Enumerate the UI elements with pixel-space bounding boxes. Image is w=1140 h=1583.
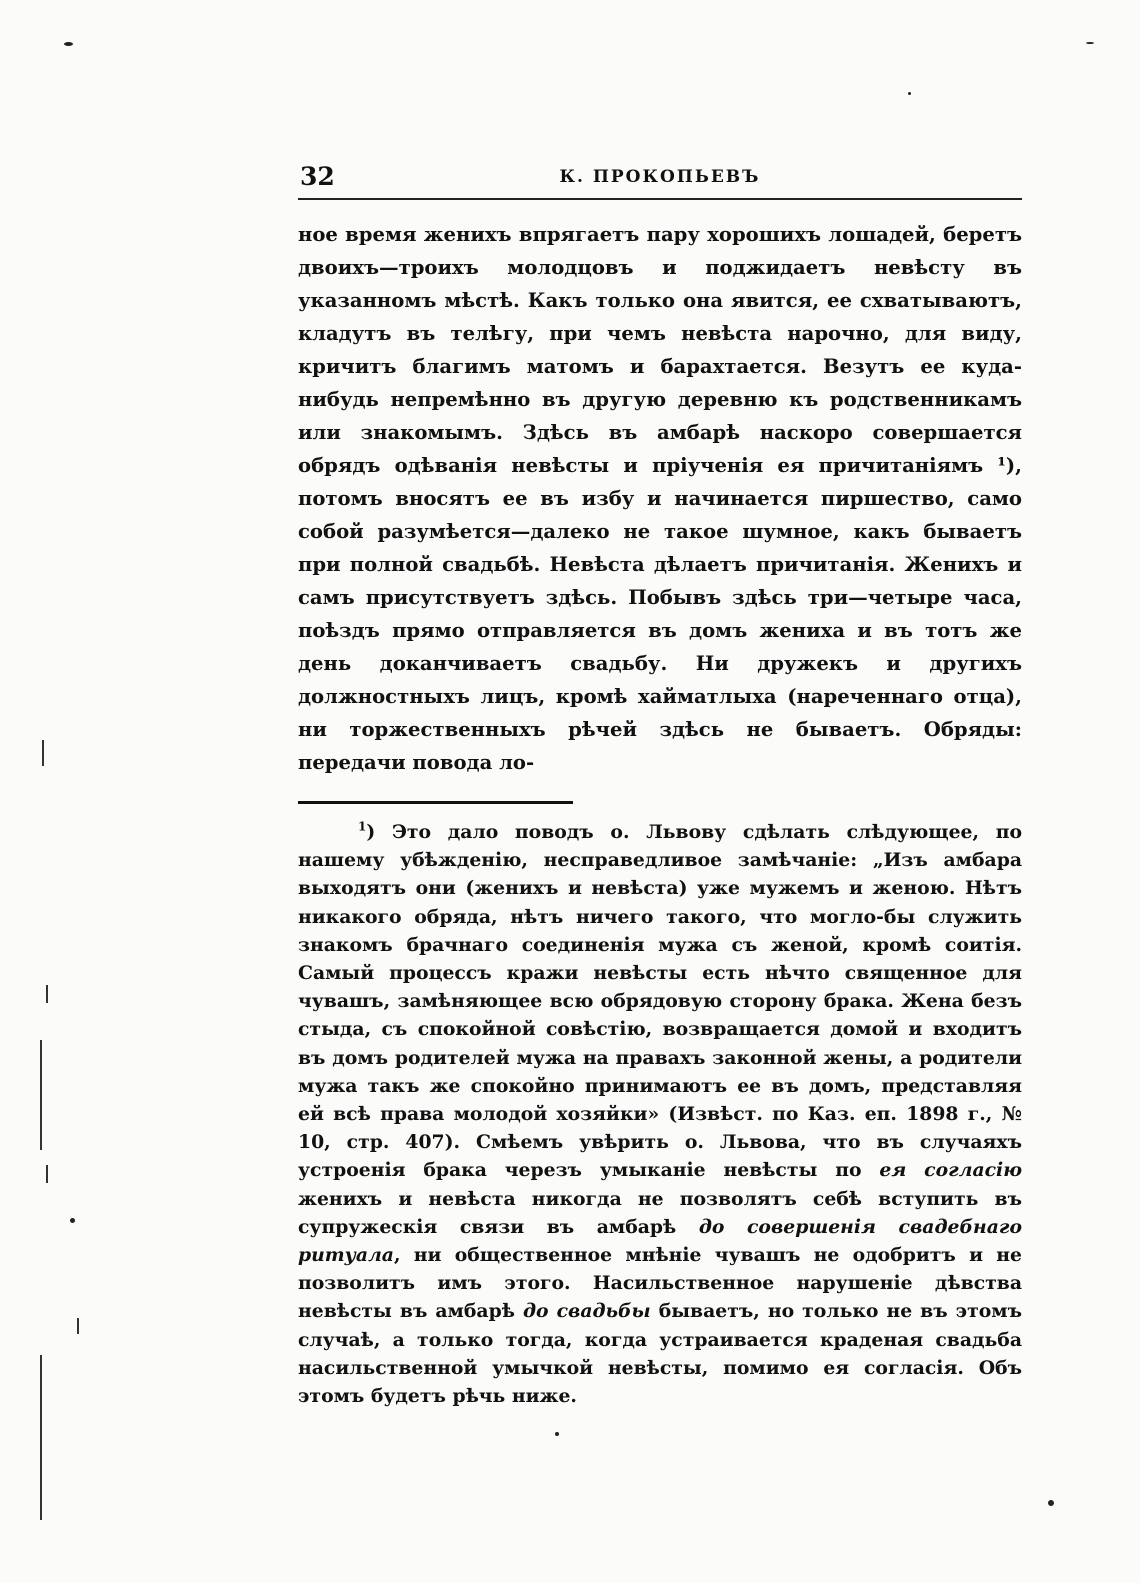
footnote-rule bbox=[298, 801, 573, 804]
scan-edge-mark bbox=[40, 1355, 42, 1520]
scan-edge-mark bbox=[40, 1040, 42, 1150]
main-paragraph: ное время женихъ впрягаетъ пару хорошихъ лошадей, беретъ двоихъ—троихъ молодцовъ и поджидаетъ невѣсту въ указанномъ мѣстѣ. Какъ только она явится, ее схватываютъ, кладутъ въ телѣгу, при чемъ невѣста нарочно, для виду, кричитъ благимъ матомъ и барахтается. Везутъ ее куда-нибудь непремѣнно въ другую деревню къ родственникамъ или знакомымъ. Здѣсь въ амбарѣ наскоро совершается обрядъ одѣванія невѣсты и пріученія ея причитаніямъ ¹), потомъ вносятъ ее въ избу и начинается пиршество, само собой разумѣется—далеко не такое шумное, какъ бываетъ при полной свадьбѣ. Невѣста дѣлаетъ причитанія. Женихъ и самъ присутствуетъ здѣсь. Побывъ здѣсь три—четыре часа, поѣздъ прямо отправляется въ домъ жениха и въ тотъ же день доканчиваетъ свадьбу. Ни дружекъ и другихъ должностныхъ лицъ, кромѣ хайматлыха (нареченнаго отца), ни торжественныхъ рѣчей здѣсь не бываетъ. Обряды: передачи повода ло- bbox=[298, 223, 1022, 774]
running-head bbox=[298, 160, 1022, 194]
scan-speck bbox=[1048, 1500, 1054, 1506]
footnote-text: , ни общественное мнѣніе чувашъ не одобритъ и не позволитъ имъ этого. Насильственное нарушеніе дѣвства невѣсты въ амбарѣ bbox=[298, 1244, 1022, 1323]
footnote-italic-phrase: до свадьбы bbox=[522, 1300, 651, 1323]
footnote-text: женихъ и невѣста никогда не позволятъ себѣ вступить въ супружескія связи въ амбарѣ bbox=[298, 1187, 1022, 1238]
footnote-marker: 1 bbox=[358, 819, 367, 834]
scan-edge-mark bbox=[77, 1318, 79, 1334]
footnote-text: бываетъ, но только не въ этомъ случаѣ, а только тогда, когда устраивается краденая свадьба насильственной умычкой невѣсты, помимо ея согласія. Объ этомъ будетъ рѣчь ниже. bbox=[298, 1300, 1023, 1408]
scan-speck bbox=[70, 1218, 75, 1223]
page-content bbox=[298, 160, 1022, 1410]
scan-speck bbox=[555, 1432, 559, 1436]
footnote bbox=[298, 818, 1022, 1410]
page-number: 32 bbox=[300, 162, 335, 191]
footnote-text: ) Это дало поводъ о. Львову сдѣлать слѣдующее, по нашему убѣжденію, несправедливое замѣчаніе: „Изъ амбара выходятъ они (женихъ и невѣста) уже мужемъ и женою. Нѣтъ никакого обряда, нѣтъ ничего такого, что могло-бы служить знакомъ брачнаго соединенія мужа съ женой, кромѣ соитія. Самый процессъ кражи невѣсты есть нѣчто священное для чувашъ, замѣняющее всю обрядовую сторону брака. Жена безъ стыда, съ спокойной совѣстію, возвращается домой и входитъ въ домъ родителей мужа на правахъ законной жены, а родители мужа такъ же спокойно принимаютъ ее въ домъ, представляя ей всѣ права молодой хозяйки» (Извѣст. по Каз. еп. 1898 г., № 10, стр. 407). Смѣемъ увѣрить о. Львова, что въ случаяхъ устроенія брака черезъ умыканіе невѣсты по bbox=[298, 821, 1022, 1182]
scan-speck bbox=[64, 42, 73, 46]
footnote-italic-phrase: до совершенія свадебнаго ритуала bbox=[298, 1215, 1022, 1267]
scan-speck bbox=[908, 92, 911, 95]
footnote-italic-phrase: ея согласію bbox=[879, 1159, 1022, 1182]
scan-edge-mark bbox=[46, 1165, 48, 1183]
running-head-author: К. ПРОКОПЬЕВЪ bbox=[559, 167, 761, 187]
scan-speck bbox=[1086, 42, 1094, 44]
scan-edge-mark bbox=[42, 740, 44, 766]
scan-edge-mark bbox=[46, 985, 48, 1003]
header-rule bbox=[298, 198, 1022, 200]
